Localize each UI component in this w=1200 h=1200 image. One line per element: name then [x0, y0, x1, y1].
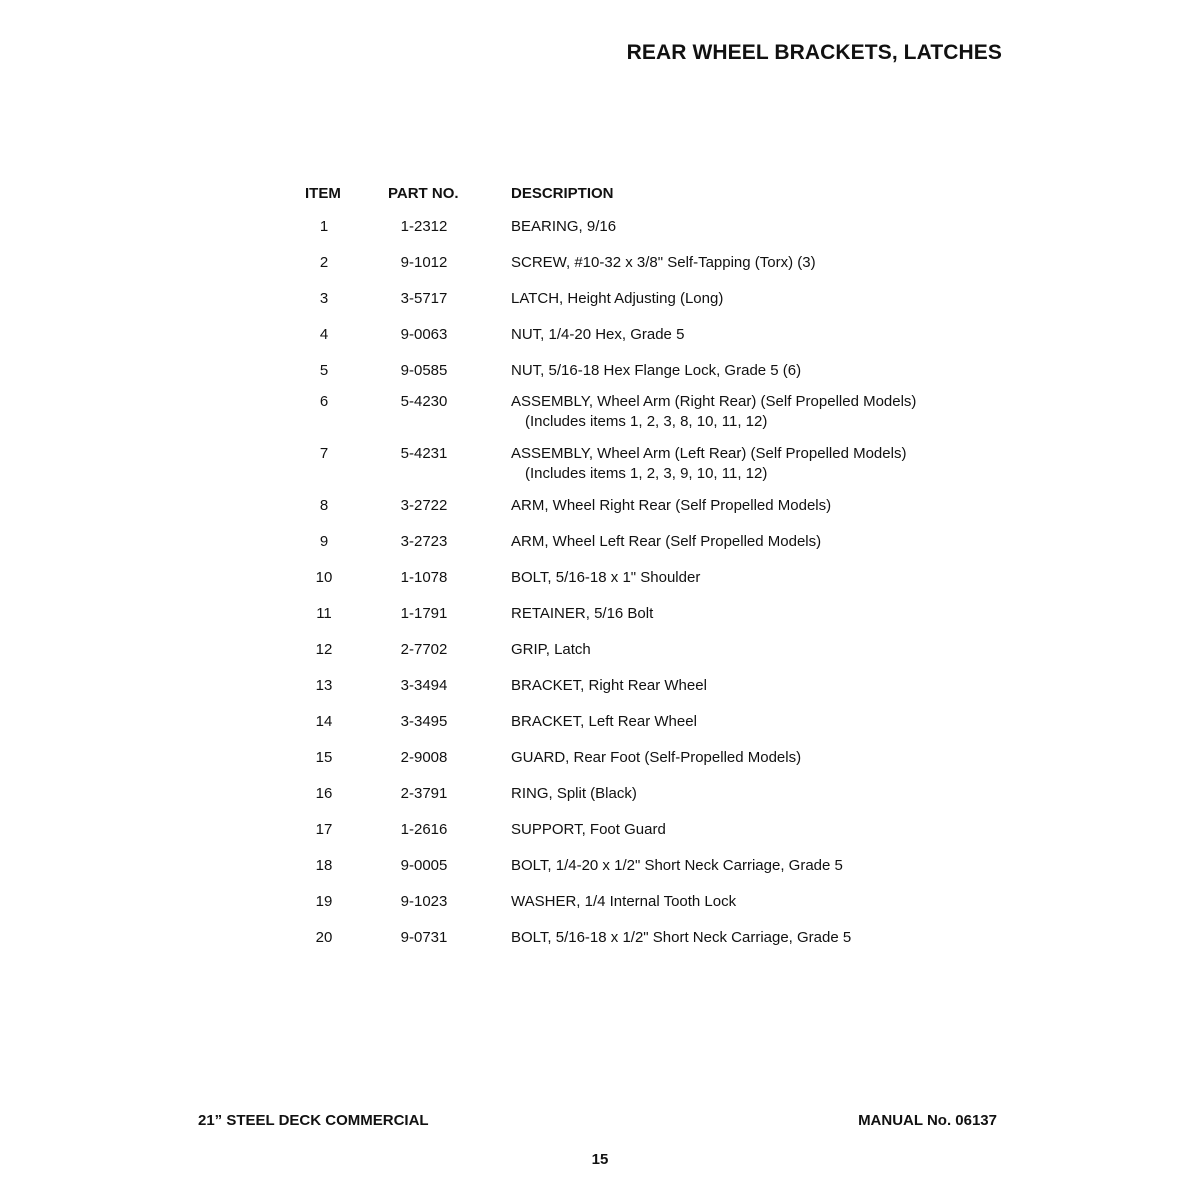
part-description: BEARING, 9/16 [511, 218, 617, 235]
part-description: RETAINER, 5/16 Bolt [511, 605, 654, 622]
part-description: SCREW, #10-32 x 3/8" Self-Tapping (Torx) (3) [511, 254, 816, 271]
part-description: ASSEMBLY, Wheel Arm (Right Rear) (Self Propelled Models) [511, 393, 917, 410]
part-description: ARM, Wheel Left Rear (Self Propelled Models) [511, 533, 822, 550]
column-header-description: DESCRIPTION [511, 185, 614, 202]
table-row [290, 588, 990, 624]
part-number: 5-4231 [400, 445, 448, 462]
part-description: BRACKET, Left Rear Wheel [511, 713, 697, 730]
item-number: 3 [319, 290, 329, 307]
table-row [290, 207, 990, 237]
item-number: 6 [319, 393, 329, 410]
table-row [290, 732, 990, 768]
part-description: WASHER, 1/4 Internal Tooth Lock [511, 893, 737, 910]
item-number: 18 [315, 857, 333, 874]
footer-model: 21” STEEL DECK COMMERCIAL [198, 1112, 429, 1129]
table-row [290, 876, 990, 912]
part-number: 1-1078 [400, 569, 448, 586]
part-description: SUPPORT, Foot Guard [511, 821, 666, 838]
item-number: 8 [319, 497, 329, 514]
table-row [290, 309, 990, 345]
part-number: 9-1012 [400, 254, 448, 271]
item-number: 7 [319, 445, 329, 462]
item-number: 5 [319, 362, 329, 379]
part-number: 9-1023 [400, 893, 448, 910]
part-number: 2-3791 [400, 785, 448, 802]
table-row [290, 660, 990, 696]
part-description: RING, Split (Black) [511, 785, 637, 802]
table-row [290, 804, 990, 840]
part-description: BOLT, 5/16-18 x 1/2" Short Neck Carriage, Grade 5 [511, 929, 852, 946]
column-header-item: ITEM [305, 185, 341, 202]
part-number: 3-2723 [400, 533, 448, 550]
part-description-note: (Includes items 1, 2, 3, 8, 10, 11, 12) [525, 413, 768, 430]
item-number: 14 [315, 713, 333, 730]
table-row [290, 768, 990, 804]
part-number: 1-2312 [400, 218, 448, 235]
part-number: 9-0005 [400, 857, 448, 874]
item-number: 17 [315, 821, 333, 838]
table-row [290, 237, 990, 273]
part-number: 9-0731 [400, 929, 448, 946]
part-number: 1-1791 [400, 605, 448, 622]
table-row [290, 484, 990, 516]
table-row [290, 381, 990, 432]
part-number: 3-3495 [400, 713, 448, 730]
item-number: 16 [315, 785, 333, 802]
parts-list-rows [290, 207, 990, 948]
item-number: 9 [319, 533, 329, 550]
part-description: NUT, 5/16-18 Hex Flange Lock, Grade 5 (6) [511, 362, 802, 379]
table-row [290, 840, 990, 876]
table-row [290, 552, 990, 588]
part-number: 9-0063 [400, 326, 448, 343]
part-description: ASSEMBLY, Wheel Arm (Left Rear) (Self Propelled Models) [511, 445, 907, 462]
column-header-part-no: PART NO. [388, 185, 459, 202]
part-description: BRACKET, Right Rear Wheel [511, 677, 707, 694]
part-description: NUT, 1/4-20 Hex, Grade 5 [511, 326, 685, 343]
item-number: 10 [315, 569, 333, 586]
part-number: 2-7702 [400, 641, 448, 658]
table-row [290, 273, 990, 309]
part-number: 9-0585 [400, 362, 448, 379]
item-number: 19 [315, 893, 333, 910]
table-row [290, 912, 990, 948]
part-description: BOLT, 1/4-20 x 1/2" Short Neck Carriage, Grade 5 [511, 857, 843, 874]
item-number: 11 [316, 605, 332, 622]
item-number: 1 [319, 218, 329, 235]
page-title: REAR WHEEL BRACKETS, LATCHES [626, 41, 1002, 64]
part-number: 1-2616 [400, 821, 448, 838]
table-row [290, 516, 990, 552]
part-description: GUARD, Rear Foot (Self-Propelled Models) [511, 749, 802, 766]
table-row [290, 345, 990, 381]
part-description: LATCH, Height Adjusting (Long) [511, 290, 724, 307]
part-number: 3-5717 [400, 290, 448, 307]
part-number: 5-4230 [400, 393, 448, 410]
part-description: BOLT, 5/16-18 x 1" Shoulder [511, 569, 701, 586]
item-number: 4 [319, 326, 329, 343]
table-row [290, 696, 990, 732]
table-row [290, 432, 990, 484]
item-number: 15 [315, 749, 333, 766]
item-number: 20 [315, 929, 333, 946]
parts-list-header [290, 181, 990, 207]
table-row [290, 624, 990, 660]
part-description-note: (Includes items 1, 2, 3, 9, 10, 11, 12) [525, 465, 768, 482]
part-description: ARM, Wheel Right Rear (Self Propelled Models) [511, 497, 832, 514]
item-number: 12 [315, 641, 333, 658]
footer-manual-number: MANUAL No. 06137 [858, 1112, 997, 1129]
parts-list [290, 181, 990, 948]
item-number: 13 [315, 677, 333, 694]
part-number: 2-9008 [400, 749, 448, 766]
part-number: 3-2722 [400, 497, 448, 514]
page-number: 15 [591, 1151, 609, 1168]
part-description: GRIP, Latch [511, 641, 591, 658]
part-number: 3-3494 [400, 677, 448, 694]
item-number: 2 [319, 254, 329, 271]
